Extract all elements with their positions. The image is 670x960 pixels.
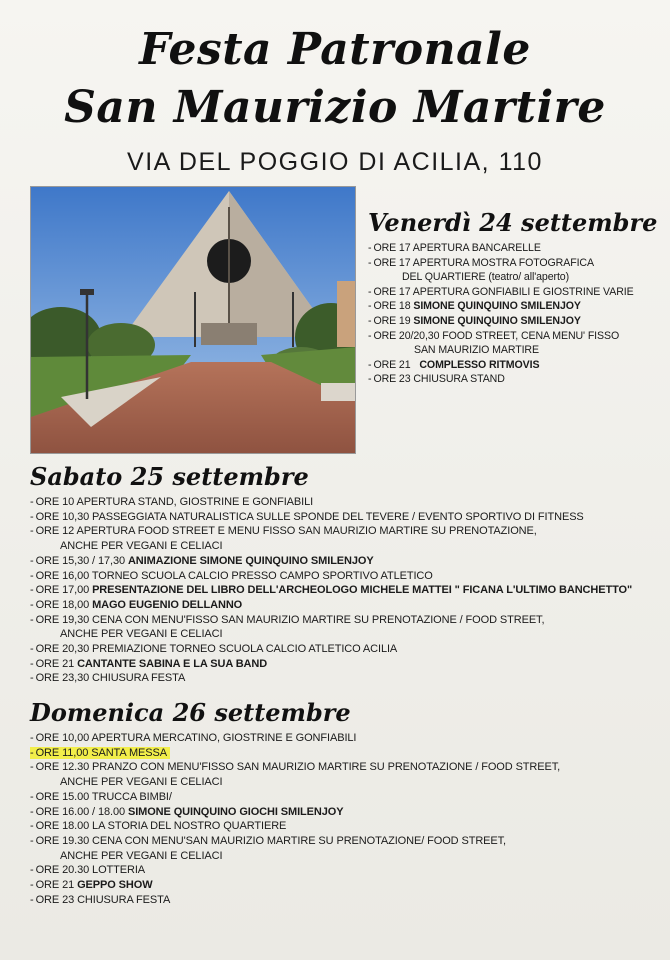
friday-section	[368, 208, 658, 387]
list-item: - ORE 23,30 CHIUSURA FESTA	[30, 672, 186, 685]
list-item: - ORE 10,00 APERTURA MERCATINO, GIOSTRINE E GONFIABILI	[30, 732, 357, 744]
list-item: - ORE 19 SIMONE QUINQUINO SMILENJOY	[368, 314, 581, 327]
saturday-schedule	[30, 495, 650, 686]
list-item: - ORE 18.00 LA STORIA DEL NOSTRO QUARTIERE	[30, 820, 287, 833]
list-item: - ORE 23 CHIUSURA FESTA	[30, 893, 171, 906]
list-item: - ORE 10,30 PASSEGGIATA NATURALISTICA SULLE SPONDE DEL TEVERE / EVENTO SPORTIVO DI FITNESS	[30, 510, 584, 523]
list-item: - ORE 20,30 PREMIAZIONE TORNEO SCUOLA CALCIO ATLETICO ACILIA	[30, 643, 398, 656]
sunday-section	[30, 698, 650, 907]
list-item: - ORE 18,00 MAGO EUGENIO DELLANNO	[30, 598, 243, 611]
sunday-schedule	[30, 731, 650, 907]
list-item: - ORE 17,00 PRESENTAZIONE DEL LIBRO DELL'ARCHEOLOGO MICHELE MATTEI " FICANA L'ULTIMO BANCHETTO"	[30, 584, 633, 597]
list-item: - ORE 15.00 TRUCCA BIMBI/	[30, 790, 172, 803]
list-item: - ORE 16,00 TORNEO SCUOLA CALCIO PRESSO CAMPO SPORTIVO ATLETICO	[30, 569, 433, 582]
list-item: - ORE 12 APERTURA FOOD STREET E MENU FISSO SAN MAURIZIO MARTIRE SU PRENOTAZIONE, ANCHE PER VEGANI E CELIACI	[30, 525, 537, 553]
list-item: - ORE 20.30 LOTTERIA	[30, 864, 146, 877]
list-item: - ORE 18 SIMONE QUINQUINO SMILENJOY	[368, 300, 581, 313]
list-item: - ORE 19.30 CENA CON MENU'SAN MAURIZIO MARTIRE SU PRENOTAZIONE/ FOOD STREET, ANCHE PER VEGANI E CELIACI	[30, 834, 506, 862]
list-item: - ORE 20/20,30 FOOD STREET, CENA MENU' FISSO SAN MAURIZIO MARTIRE	[368, 329, 620, 357]
list-item: - ORE 17 APERTURA GONFIABILI E GIOSTRINE VARIE	[368, 285, 634, 298]
list-item-highlighted	[30, 746, 650, 761]
event-address: VIA DEL POGGIO DI ACILIA, 110	[127, 148, 543, 176]
list-item: - ORE 15,30 / 17,30 ANIMAZIONE SIMONE QUINQUINO SMILENJOY	[30, 554, 374, 567]
list-item: - ORE 21 CANTANTE SABINA E LA SUA BAND	[30, 657, 268, 670]
highlight-mark: - ORE 11,00 SANTA MESSA	[30, 747, 170, 759]
list-item: - ORE 21 COMPLESSO RITMOVIS	[368, 358, 540, 371]
saturday-heading: Sabato 25 settembre	[30, 462, 309, 491]
title-line-1: Festa Patronale	[139, 24, 531, 75]
list-item: - ORE 23 CHIUSURA STAND	[368, 373, 505, 386]
list-item: - ORE 19,30 CENA CON MENU'FISSO SAN MAURIZIO MARTIRE SU PRENOTAZIONE / FOOD STREET, ANCHE PER VEGANI E CELIACI	[30, 613, 545, 641]
list-item: - ORE 17 APERTURA BANCARELLE	[368, 242, 541, 254]
saturday-section	[30, 462, 650, 686]
church-photo	[30, 186, 356, 454]
sunday-heading: Domenica 26 settembre	[30, 698, 351, 727]
list-item: - ORE 12.30 PRANZO CON MENU'FISSO SAN MAURIZIO MARTIRE SU PRENOTAZIONE / FOOD STREET, ANCHE PER VEGANI E CELIACI	[30, 761, 561, 789]
friday-schedule	[368, 241, 658, 387]
title-line-2: San Maurizio Martire	[64, 82, 606, 133]
list-item: - ORE 17 APERTURA MOSTRA FOTOGRAFICA DEL QUARTIERE (teatro/ all'aperto)	[368, 256, 594, 284]
church-photo-drawing	[31, 187, 356, 454]
list-item: - ORE 10 APERTURA STAND, GIOSTRINE E GONFIABILI	[30, 496, 314, 508]
friday-heading: Venerdì 24 settembre	[368, 208, 658, 237]
list-item: - ORE 16.00 / 18.00 SIMONE QUINQUINO GIOCHI SMILENJOY	[30, 805, 344, 818]
list-item: - ORE 21 GEPPO SHOW	[30, 879, 153, 892]
